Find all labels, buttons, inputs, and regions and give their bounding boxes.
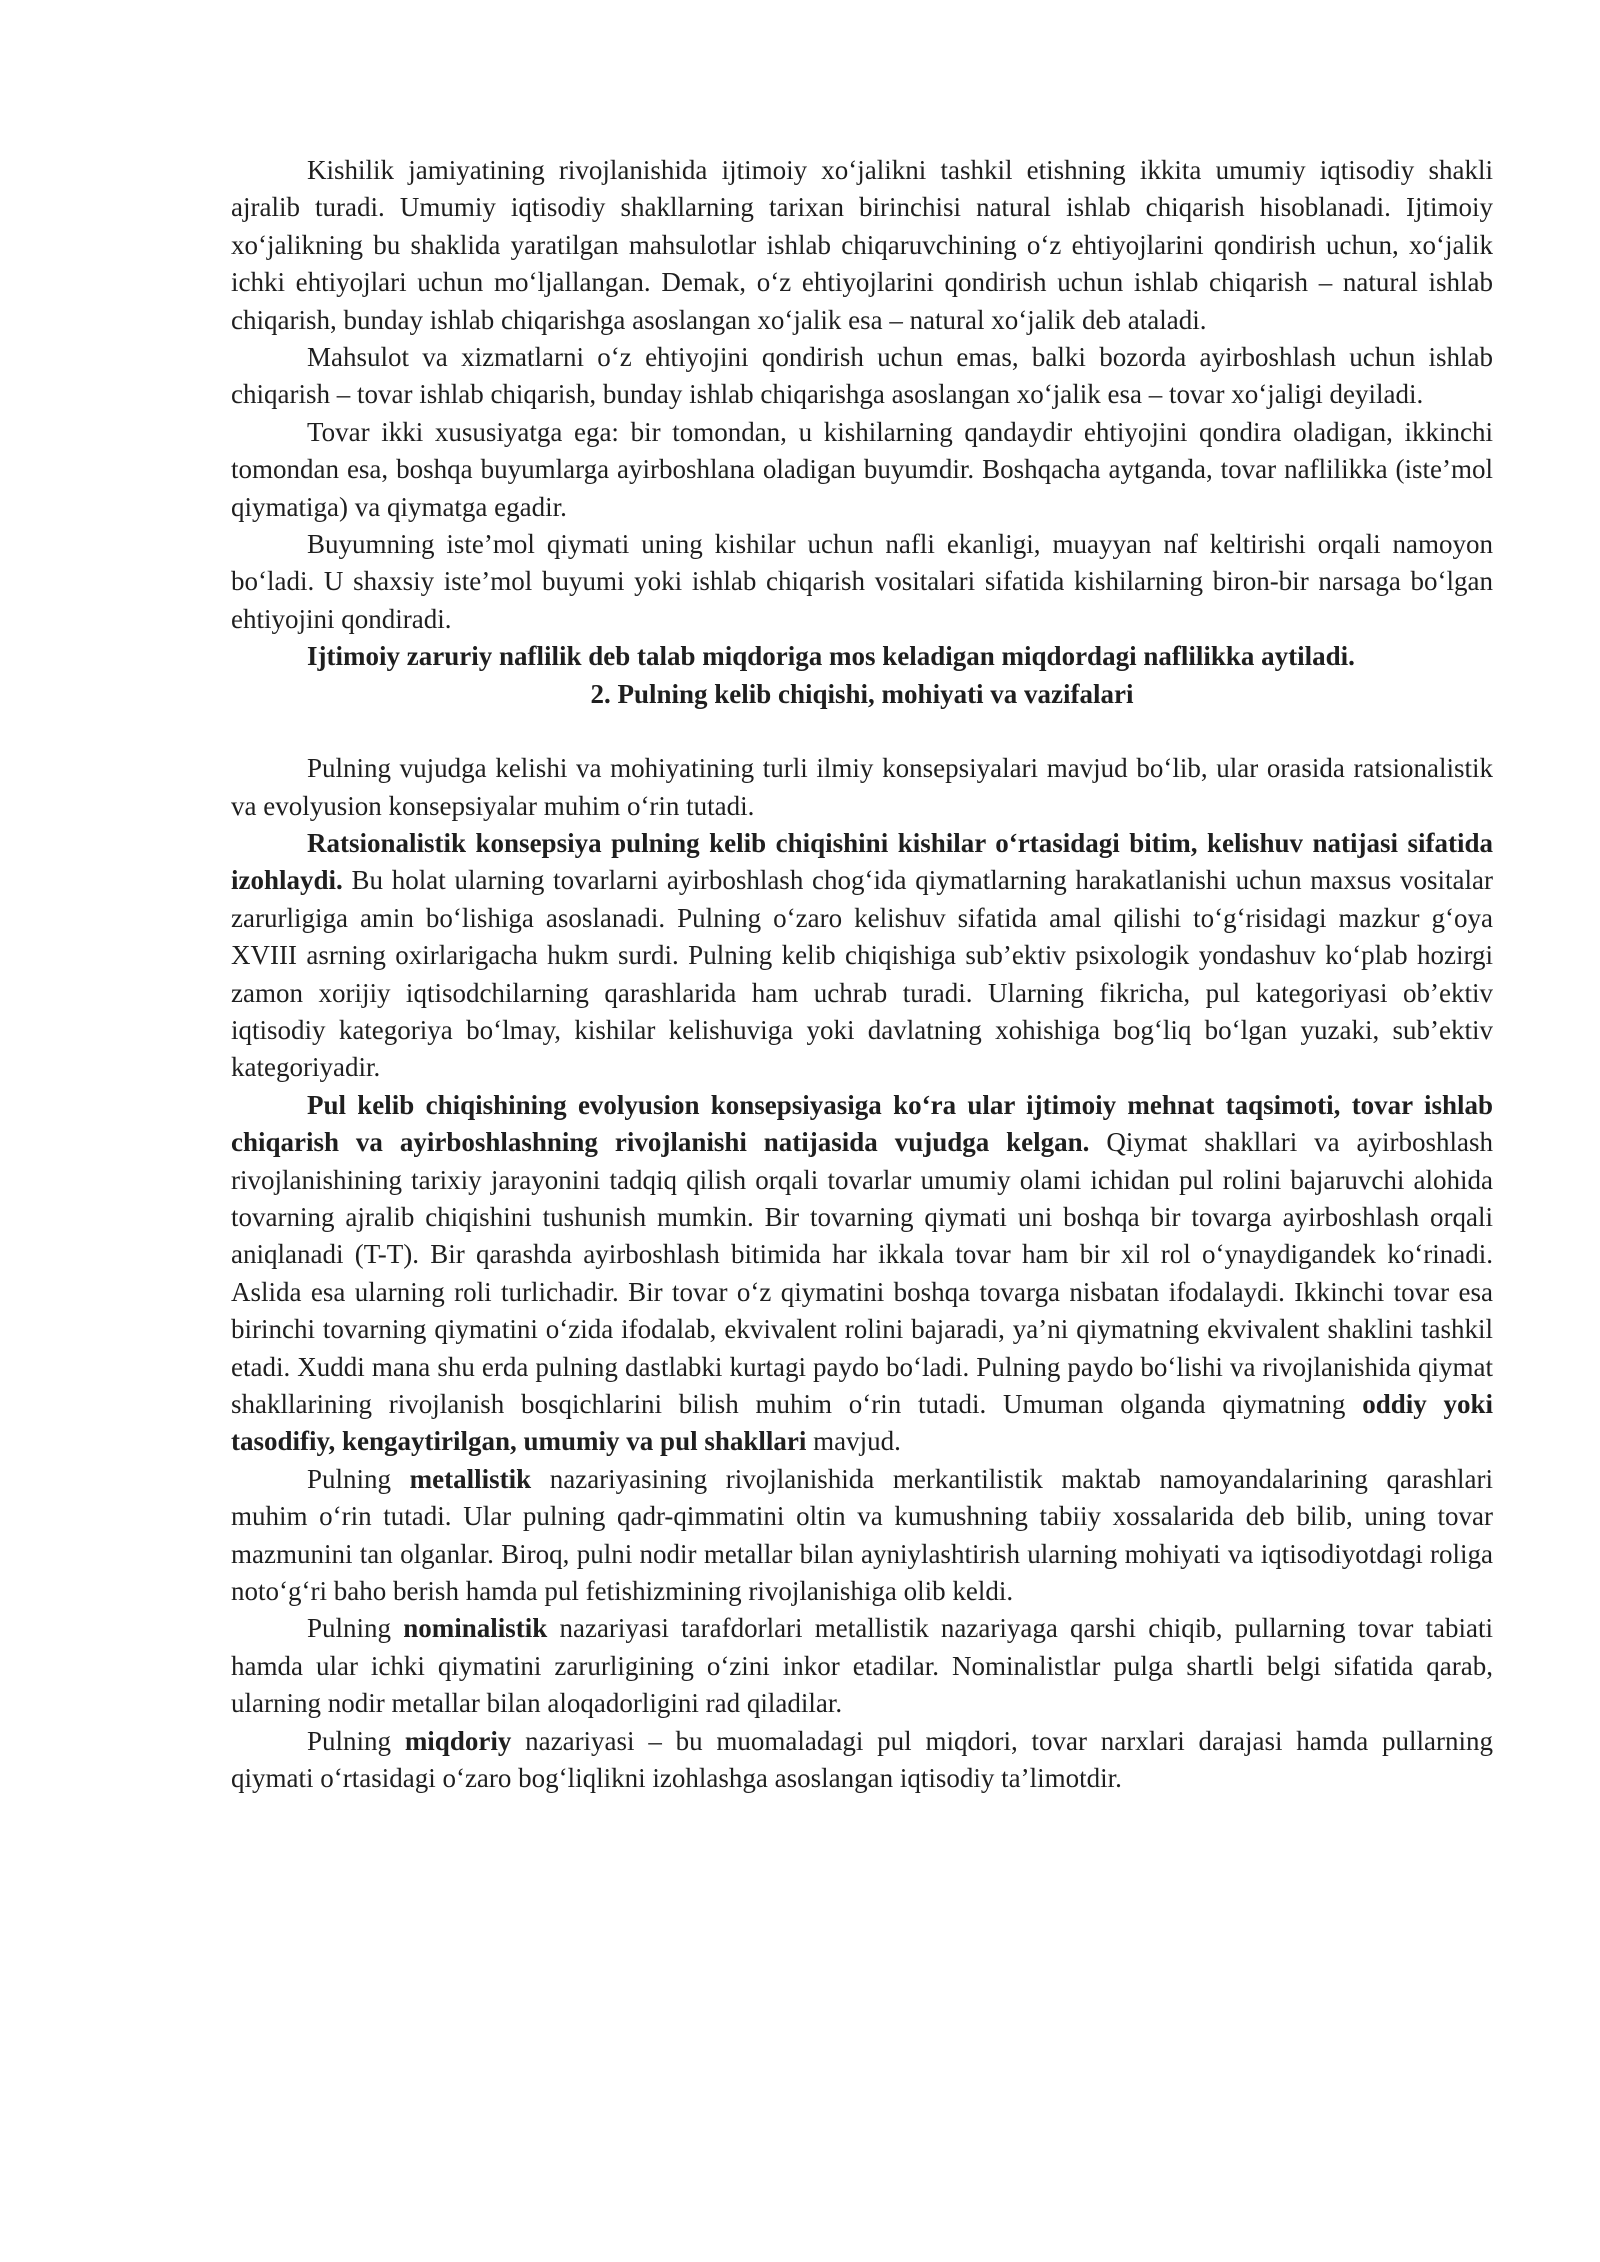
paragraph-text: Buyumning iste’mol qiymati uning kishilar uchun nafli ekanligi, muayyan naf keltirishi orqali namoyon bo‘ladi. U shaxsiy iste’mol buyumi yoki ishlab chiqarish vositalari sifatida kishilarning biron-bir narsaga bo‘lgan ehtiyojini qondiradi.	[231, 529, 1493, 634]
paragraph-metallist-theory	[231, 1461, 1493, 1611]
bold-term: miqdoriy	[404, 1725, 512, 1756]
bold-term: metallistik	[409, 1463, 532, 1494]
paragraph-money-concepts	[231, 750, 1493, 825]
bold-lead: Pul kelib chiqishining evolyusion konsepsiyasiga ko‘ra ular ijtimoiy mehnat taqsimoti, tovar ishlab chiqarish va ayirboshlashning rivojlanishi natijasida vujudga kelgan.	[231, 1089, 1493, 1158]
heading-spacer	[231, 713, 1493, 750]
section-heading	[231, 676, 1493, 713]
document-page	[231, 152, 1493, 1797]
bold-term: nominalistik	[403, 1613, 548, 1644]
bold-value-forms: oddiy yoki tasodifiy, kengaytirilgan, umumiy va pul shakllari	[231, 1389, 1493, 1457]
paragraph-text: Pulning	[307, 1463, 410, 1494]
paragraph-rationalist-concept	[231, 825, 1493, 1087]
paragraph-text: Tovar ikki xususiyatga ega: bir tomondan, u kishilarning qandaydir ehtiyojini qondira oladigan, ikkinchi tomondan esa, boshqa buyumlarga ayirboshlana oladigan buyumdir. Boshqacha aytganda, tovar naflilikka (iste’mol qiymatiga) va qiymatga egadir.	[231, 416, 1493, 522]
paragraph-text: Pulning	[307, 1613, 404, 1644]
paragraph-text: nazariyasining rivojlanishida merkantilistik maktab namoyandalarining qarashlari muhim o‘rin tutadi. Ular pulning qadr-qimmatini oltin va kumushning tabiiy xossalarida deb bilib, uning tovar mazmunini tan olganlar. Biroq, pulni nodir metallar bilan ayniylashtirish ularning mohiyati va iqtisodiyotdagi roliga noto‘g‘ri baho berish hamda pul fetishizmining rivojlanishiga olib keldi.	[231, 1463, 1493, 1607]
paragraph-text: Bu holat ularning tovarlarni ayirboshlash chog‘ida qiymatlarning harakatlanishi uchun maxsus vositalar zarurligiga amin bo‘lishiga asoslanadi. Pulning o‘zaro kelishuv sifatida amal qilishi to‘g‘risidagi mazkur g‘oya XVIII asrning oxirlarigacha hukm surdi. Pulning kelib chiqishiga sub’ektiv psixologik yondashuv ko‘plab hozirgi zamon xorijiy iqtisodchilarning qarashlarida ham uchrab turadi. Ularning fikricha, pul kategoriyasi ob’ektiv iqtisodiy kategoriya bo‘lmay, kishilar kelishuviga yoki davlatning xohishiga bog‘liq bo‘lgan yuzaki, sub’ektiv kategoriyadir.	[231, 865, 1493, 1083]
paragraph-nominalist-theory	[231, 1610, 1493, 1722]
paragraph-quantity-theory	[231, 1723, 1493, 1798]
paragraph-commodity-properties	[231, 414, 1493, 526]
paragraph-evolutionary-concept	[231, 1087, 1493, 1461]
paragraph-text: Qiymat shakllari va ayirboshlash rivojlanishining tarixiy jarayonini tadqiq qilish orqali tovarlar umumiy olami ichidan pul rolini bajaruvchi alohida tovarning ajralib chiqishini tushunish mumkin. Bir tovarning qiymati uni boshqa bir tovarga ayirboshlash orqali aniqlanadi (T-T). Bir qarashda ayirboshlash bitimida har ikkala tovar ham bir xil rol o‘ynaydigandek ko‘rinadi. Aslida esa ularning roli turlichadir. Bir tovar o‘z qiymatini boshqa tovarga nisbatan ifodalaydi. Ikkinchi tovar esa birinchi tovarning qiymatini o‘zida ifodalab, ekvivalent rolini bajaradi, ya’ni qiymatning ekvivalent shaklini tashkil etadi. Xuddi mana shu erda pulning dastlabki kurtagi paydo bo‘ladi. Pulning paydo bo‘lishi va rivojlanishida qiymat shakllarining rivojlanish bosqichlarini bilish muhim o‘rin tutadi. Umuman olganda qiymatning	[231, 1127, 1493, 1419]
paragraph-economic-forms	[231, 152, 1493, 339]
paragraph-text-end: mavjud.	[806, 1426, 901, 1457]
paragraph-use-value	[231, 526, 1493, 638]
section-heading-text: 2. Pulning kelib chiqishi, mohiyati va vazifalari	[590, 678, 1134, 709]
paragraph-text: Mahsulot va xizmatlarni o‘z ehtiyojini qondirish uchun emas, balki bozorda ayirboshlash uchun ishlab chiqarish – tovar ishlab chiqarish, bunday ishlab chiqarishga asoslangan xo‘jalik esa – tovar xo‘jaligi deyiladi.	[231, 342, 1493, 410]
paragraph-social-utility-definition	[231, 638, 1493, 675]
paragraph-text: Pulning	[307, 1725, 405, 1756]
paragraph-commodity-production	[231, 339, 1493, 414]
paragraph-text: nazariyasi – bu muomaladagi pul miqdori, tovar narxlari darajasi hamda pullarning qiymati o‘rtasidagi o‘zaro bog‘liqlikni izohlashga asoslangan iqtisodiy ta’limotdir.	[231, 1725, 1493, 1794]
paragraph-text: nazariyasi tarafdorlari metallistik nazariyaga qarshi chiqib, pullarning tovar tabiati hamda ular ichki qiymatini zarurligining o‘zini inkor etadilar. Nominalistlar pulga shartli belgi sifatida qarab, ularning nodir metallar bilan aloqadorligini rad qiladilar.	[231, 1613, 1494, 1719]
bold-lead: Ratsionalistik konsepsiya pulning kelib chiqishini kishilar o‘rtasidagi bitim, kelishuv natijasi sifatida izohlaydi.	[231, 827, 1493, 896]
paragraph-text: Pulning vujudga kelishi va mohiyatining turli ilmiy konsepsiyalari mavjud bo‘lib, ular orasida ratsionalistik va evolyusion konsepsiyalar muhim o‘rin tutadi.	[231, 753, 1493, 821]
bold-definition: Ijtimoiy zaruriy naflilik deb talab miqdoriga mos keladigan miqdordagi naflilikka aytiladi.	[307, 641, 1355, 672]
paragraph-text: Kishilik jamiyatining rivojlanishida ijtimoiy xo‘jalikni tashkil etishning ikkita umumiy iqtisodiy shakli ajralib turadi. Umumiy iqtisodiy shakllarning tarixan birinchisi natural ishlab chiqarish hisoblanadi. Ijtimoiy xo‘jalikning bu shaklida yaratilgan mahsulotlar ishlab chiqaruvchining o‘z ehtiyojlarini qondirish uchun, xo‘jalik ichki ehtiyojlari uchun mo‘ljallangan. Demak, o‘z ehtiyojlarini qondirish uchun ishlab chiqarish – natural ishlab chiqarish, bunday ishlab chiqarishga asoslangan xo‘jalik esa – natural xo‘jalik deb ataladi.	[231, 155, 1493, 335]
